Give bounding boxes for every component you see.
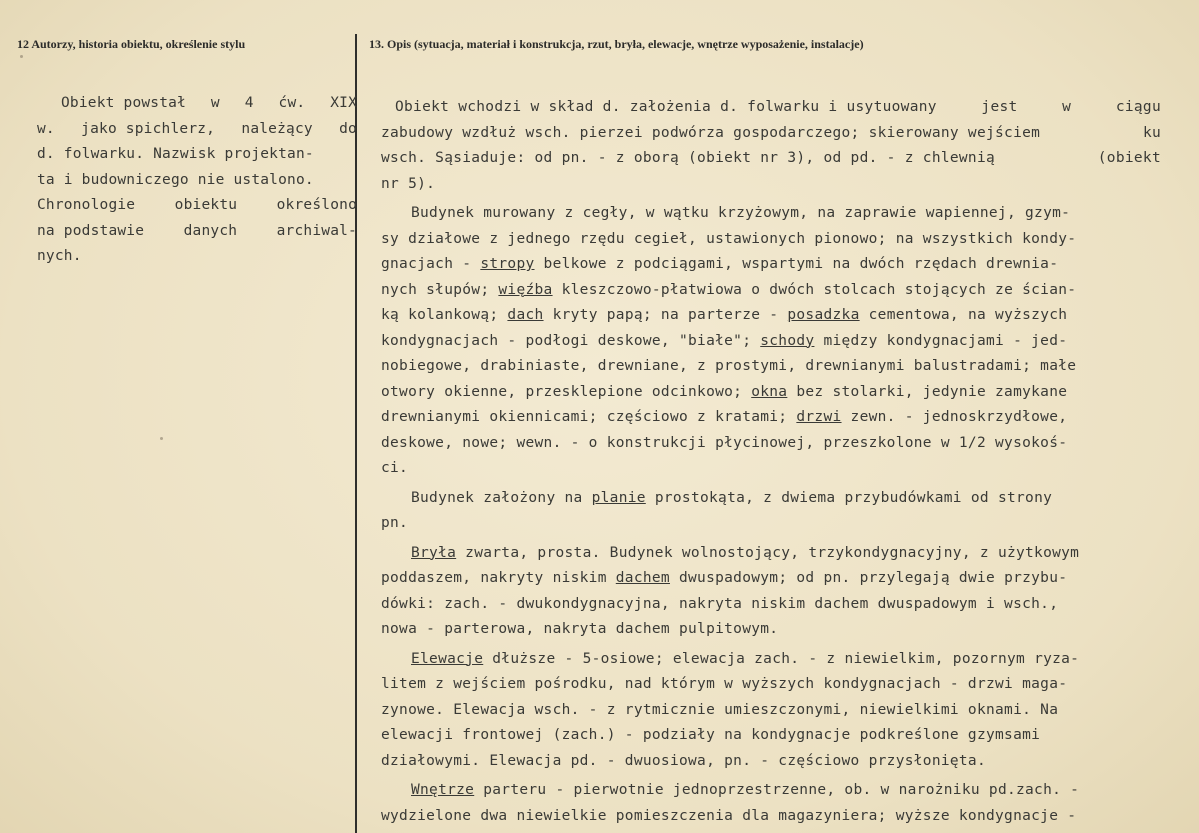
text-segment: dwuspadowym; od pn. przylegają dwie przybu- [669,570,1068,586]
underlined-keyword: dachem [615,570,670,586]
text-segment: zewn. - jednoskrzydłowe, [841,409,1068,425]
section-13-header: 13. Opis (sytuacja, materiał i konstrukcja, rzut, bryła, elewacje, wnętrze wyposażenie, instalacje) [369,37,864,51]
text-word: na podstawie [37,222,145,239]
text-segment: prostokąta, z dwiema przybudówkami od strony [645,489,1053,506]
text-line [37,91,357,117]
underlined-keyword: posadzka [787,307,860,323]
text-line [381,749,1161,775]
text-segment: zwarta, prosta. Budynek wolnostojący, trzykondygnacyjny, z użytkowym [456,544,1080,561]
text-line [37,193,357,219]
text-line [381,431,1161,457]
text-segment: ką kolankową; [381,307,508,323]
description-text [381,95,1161,829]
text-line [381,146,1161,172]
text-segment: między kondygnacjami - jed- [814,332,1068,349]
text-line [381,672,1161,698]
text-line [37,219,357,245]
text-segment: działowymi. Elewacja pd. - dwuosiowa, pn. - częściowo przysłonięta. [381,752,986,769]
text-line [381,172,1161,198]
text-segment: nobiegowe, drabiniaste, drewniane, z prostymi, drewnianymi balustradami; małe [381,358,1077,374]
text-segment: litem z wejściem pośrodku, nad którym w wyższych kondygnacjach - drzwi maga- [381,676,1068,692]
text-segment: kleszczowo-płatwiowa o dwóch stolcach stojących ze ścian- [552,281,1077,298]
text-line [381,252,1161,278]
paper-speck [20,55,23,58]
text-segment: jest [981,99,1018,115]
text-segment: ku [1142,124,1161,141]
text-line [381,354,1161,380]
section-12-header: 12 Autorzy, historia obiektu, określenie stylu [17,37,246,51]
text-segment: Budynek założony na [411,489,592,506]
text-segment: zabudowy wzdłuż wsch. pierzei podwórza gospodarczego; skierowany wejściem [381,124,1041,141]
text-word: d. folwarku. Nazwisk projektan- [37,146,314,162]
text-line [381,592,1161,618]
text-word: nych. [37,248,82,264]
underlined-keyword: więźba [498,281,553,298]
text-segment: bez stolarki, jedynie zamykane [787,383,1068,400]
text-line [381,95,1161,121]
text-line [381,456,1161,482]
text-line [37,117,357,143]
text-segment: sy działowe z jednego rzędu cegieł, ustawionych pionowo; na wszystkich kondy- [381,230,1077,247]
text-segment: cementowa, na wyższych [859,307,1068,323]
text-line [381,566,1161,592]
text-segment: w [1062,99,1072,115]
text-line [381,647,1161,673]
text-segment: elewacji frontowej (zach.) - podziały na kondygnacje podkreślone gzymsami [381,727,1041,743]
text-line [381,278,1161,304]
text-word: ta i budowniczego nie ustalono. [37,171,314,188]
text-line [381,723,1161,749]
text-word: w [210,95,220,111]
text-word: Chronologie [37,197,136,213]
text-segment: nowa - parterowa, nakryta dachem pulpitowym. [381,621,779,637]
text-line [381,511,1161,537]
text-line [37,142,357,168]
text-segment: pn. [381,515,409,531]
text-segment: otwory okienne, przesklepione odcinkowo; [381,383,752,400]
text-line [381,804,1161,830]
text-segment: deskowe, nowe; wewn. - o konstrukcji płycinowej, przeszkolone w 1/2 wysokoś- [381,434,1068,451]
text-word: 4 [244,95,254,111]
text-line [381,617,1161,643]
underlined-keyword: Wnętrze [411,782,475,798]
text-line [381,201,1161,227]
text-line [381,405,1161,431]
underlined-keyword: okna [751,383,788,400]
text-segment: kondygnacjach - podłogi deskowe, "białe"; [381,332,761,349]
underlined-keyword: Bryła [411,544,457,561]
text-word: danych [183,222,238,239]
text-line [381,486,1161,512]
text-segment: kryty papą; na parterze - [543,307,788,323]
text-line [381,698,1161,724]
text-word: należący [241,120,313,137]
underlined-keyword: Elewacje [411,650,484,667]
text-word: określono [276,197,357,213]
text-segment: Obiekt wchodzi w skład d. założenia d. folwarku i usytuowany [395,99,937,115]
text-segment: (obiekt [1097,150,1161,166]
underlined-keyword: drzwi [796,409,842,425]
text-segment: parteru - pierwotnie jednoprzestrzenne, ob. w narożniku pd.zach. - [474,782,1080,798]
text-segment: nr 5). [381,175,436,192]
text-word: obiektu [174,197,238,213]
text-segment: poddaszem, nakryty niskim [381,570,616,586]
text-word: do [339,120,357,137]
text-line [381,329,1161,355]
text-segment: wydzielone dwa niewielkie pomieszczenia dla magazyniera; wyższe kondygnacje - [381,807,1077,824]
underlined-keyword: planie [591,489,646,506]
text-word: archiwal- [276,222,357,239]
text-line [381,380,1161,406]
text-segment: Budynek murowany z cegły, w wątku krzyżowym, na zaprawie wapiennej, gzym- [411,205,1071,221]
authors-history-text [37,91,357,270]
text-segment: ci. [381,460,409,476]
text-line [381,541,1161,567]
text-segment: zynowe. Elewacja wsch. - z rytmicznie umieszczonymi, niewielkimi oknami. Na [381,701,1059,718]
text-segment: ciągu [1115,99,1161,115]
text-line [381,121,1161,147]
text-segment: nych słupów; [381,281,499,298]
text-segment: drewnianymi okiennicami; częściowo z kratami; [381,409,797,425]
underlined-keyword: schody [760,332,815,349]
underlined-keyword: dach [507,307,544,323]
text-line [37,244,357,270]
text-segment: belkowe z podciągami, wspartymi na dwóch rzędach drewnia- [534,256,1059,272]
text-word: w. [37,120,55,137]
text-word: Obiekt powstał [61,95,187,111]
paper-speck [160,437,163,440]
text-line [381,778,1161,804]
text-word: XIX [330,95,357,111]
text-line [381,303,1161,329]
text-segment: dówki: zach. - dwukondygnacyjna, nakryta niskim dachem dwuspadowym i wsch., [381,595,1059,612]
text-segment: wsch. Sąsiaduje: od pn. - z oborą (obiekt nr 3), od pd. - z chlewnią [381,150,996,166]
text-segment: gnacjach - [381,256,481,272]
text-line [381,227,1161,253]
underlined-keyword: stropy [480,256,535,272]
text-word: ćw. [278,95,306,111]
text-word: jako spichlerz, [81,120,216,137]
text-segment: dłuższe - 5-osiowe; elewacja zach. - z niewielkim, pozornym ryza- [483,650,1080,667]
text-line [37,168,357,194]
